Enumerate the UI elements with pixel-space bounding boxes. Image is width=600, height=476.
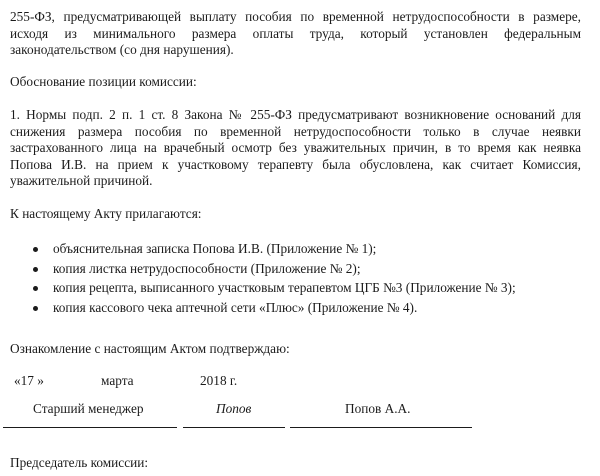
date-month: марта (101, 373, 134, 388)
attachments-heading: К настоящему Акту прилагаются: (10, 206, 202, 221)
name-underline (290, 427, 472, 428)
bullet-icon (33, 267, 38, 272)
intro-paragraph: 255-ФЗ, предусматривающей выплату пособия по временной нетрудоспособности в размере, исходя из минимального размера оплаты труда, который установлен федеральным законодательством (со дня нарушения). (10, 9, 581, 57)
date-day: «17 » (14, 373, 44, 388)
signatory-position: Старший менеджер (33, 401, 144, 416)
date-year: 2018 г. (200, 373, 238, 388)
position-underline (3, 427, 177, 428)
bullet-icon (33, 247, 38, 252)
signature-underline (183, 427, 285, 428)
bullet-icon (33, 286, 38, 291)
handwritten-signature: Попов (216, 401, 252, 416)
list-item: объяснительная записка Попова И.В. (Приложение № 1); (33, 241, 516, 261)
commission-heading: Обоснование позиции комиссии: (10, 74, 197, 89)
acknowledgement-text: Ознакомление с настоящим Актом подтверждаю: (10, 341, 290, 356)
attachments-list (33, 241, 516, 320)
signatory-name: Попов А.А. (345, 401, 411, 416)
list-item: копия рецепта, выписанного участковым терапевтом ЦГБ №3 (Приложение № 3); (33, 280, 516, 300)
chairman-label: Председатель комиссии: (10, 455, 149, 470)
list-item: копия листка нетрудоспособности (Приложение № 2); (33, 261, 516, 281)
bullet-icon (33, 306, 38, 311)
list-item: копия кассового чека аптечной сети «Плюс» (Приложение № 4). (33, 300, 516, 320)
point-1-paragraph: 1. Нормы подп. 2 п. 1 ст. 8 Закона № 255-ФЗ предусматривают возникновение оснований для снижения размера пособия по временной нетрудоспособности только в случае неявки застрахованного лица на врачебный осмотр без уважительных причин, в то время как неявка Попова И.В. на прием к участковому терапевту была обусловлена, как считает Комиссия, уважительной причиной. (10, 107, 581, 188)
